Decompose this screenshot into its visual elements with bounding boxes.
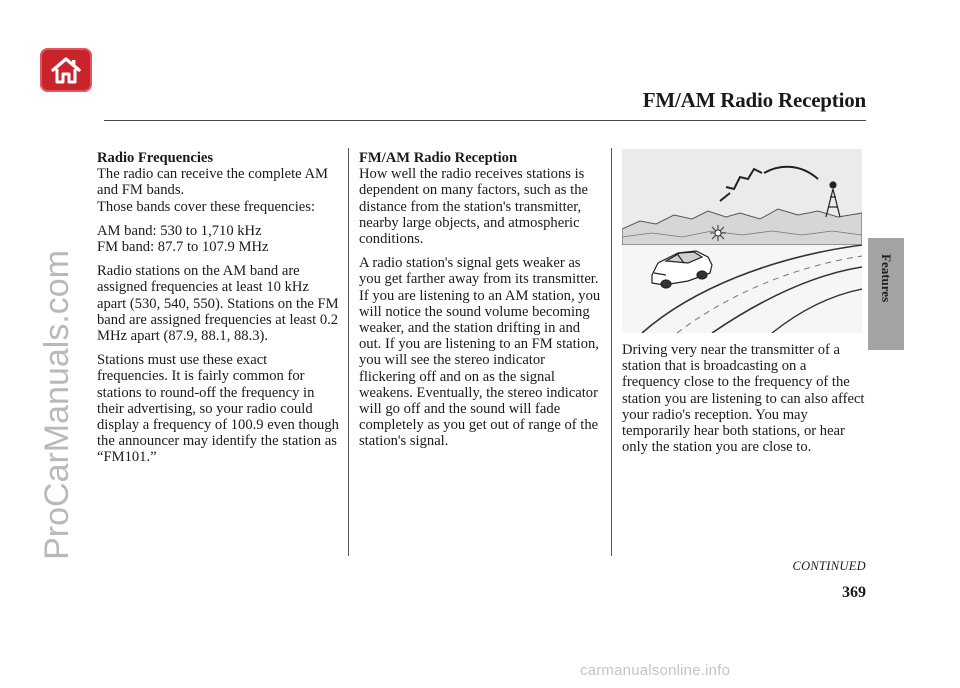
column-divider [348,148,349,556]
column-near-transmitter [622,342,866,463]
radio-bands-intro: The radio can receive the complete AM and FM bands. [97,166,328,199]
am-band-range: AM band: 530 to 1,710 kHz [97,222,262,239]
exact-frequency-paragraph: Stations must use these exact frequencies. It is fairly common for stations to round-off the frequency in their advertising, so your radio could display a frequency of 100.9 even though the announcer may identify the station as “FM101.” [97,352,339,466]
fm-band-range: FM band: 87.7 to 107.9 MHz [97,239,269,256]
car-radio-reception-illustration [622,149,862,333]
signal-weaker-paragraph: A radio station's signal gets weaker as you get farther away from its transmitter. If you are listening to an AM station, you will notice the sound volume becoming weaker, and the station drifting in and out. If you are listening to an FM station, you will see the stereo indicator flickering off and on as the signal weakens. Eventually, the stereo indicator will go off and the sound will fade completely as you get out of range of the station's signal. [359,255,601,450]
page-title: FM/AM Radio Reception [642,88,866,112]
home-button[interactable] [40,48,92,92]
column-divider [611,148,612,556]
section-heading-reception: FM/AM Radio Reception [359,150,518,166]
bottom-watermark: carmanualsonline.info [580,662,731,679]
home-icon [49,55,83,85]
column-reception [359,150,603,458]
reception-factors-paragraph: How well the radio receives stations is dependent on many factors, such as the distance from the station's transmitter, nearby large objects, and atmospheric conditions. [359,166,588,248]
section-heading-radio-frequencies: Radio Frequencies [97,150,214,166]
page-number: 369 [842,584,866,601]
section-tab-label: Features [879,254,894,303]
near-transmitter-paragraph: Driving very near the transmitter of a station that is broadcasting on a frequency close to the frequency of the station you are listening to can also affect your radio's reception. You may temporarily hear both stations, or hear only the station you are close to. [622,342,865,456]
title-divider [104,120,866,121]
section-tab-label-wrap [868,254,904,324]
continued-label: CONTINUED [792,559,866,573]
frequency-spacing-paragraph: Radio stations on the AM band are assigned frequencies at least 10 kHz apart (530, 540, 550). Stations on the FM band are assigned frequencies at least 0.2 MHz apart (87.9, 88.1, 88.3). [97,263,339,345]
bands-cover-text: Those bands cover these frequencies: [97,198,316,215]
side-watermark [14,122,100,688]
column-radio-frequencies [97,150,341,474]
side-watermark-text: ProCarManuals.com [37,250,76,560]
